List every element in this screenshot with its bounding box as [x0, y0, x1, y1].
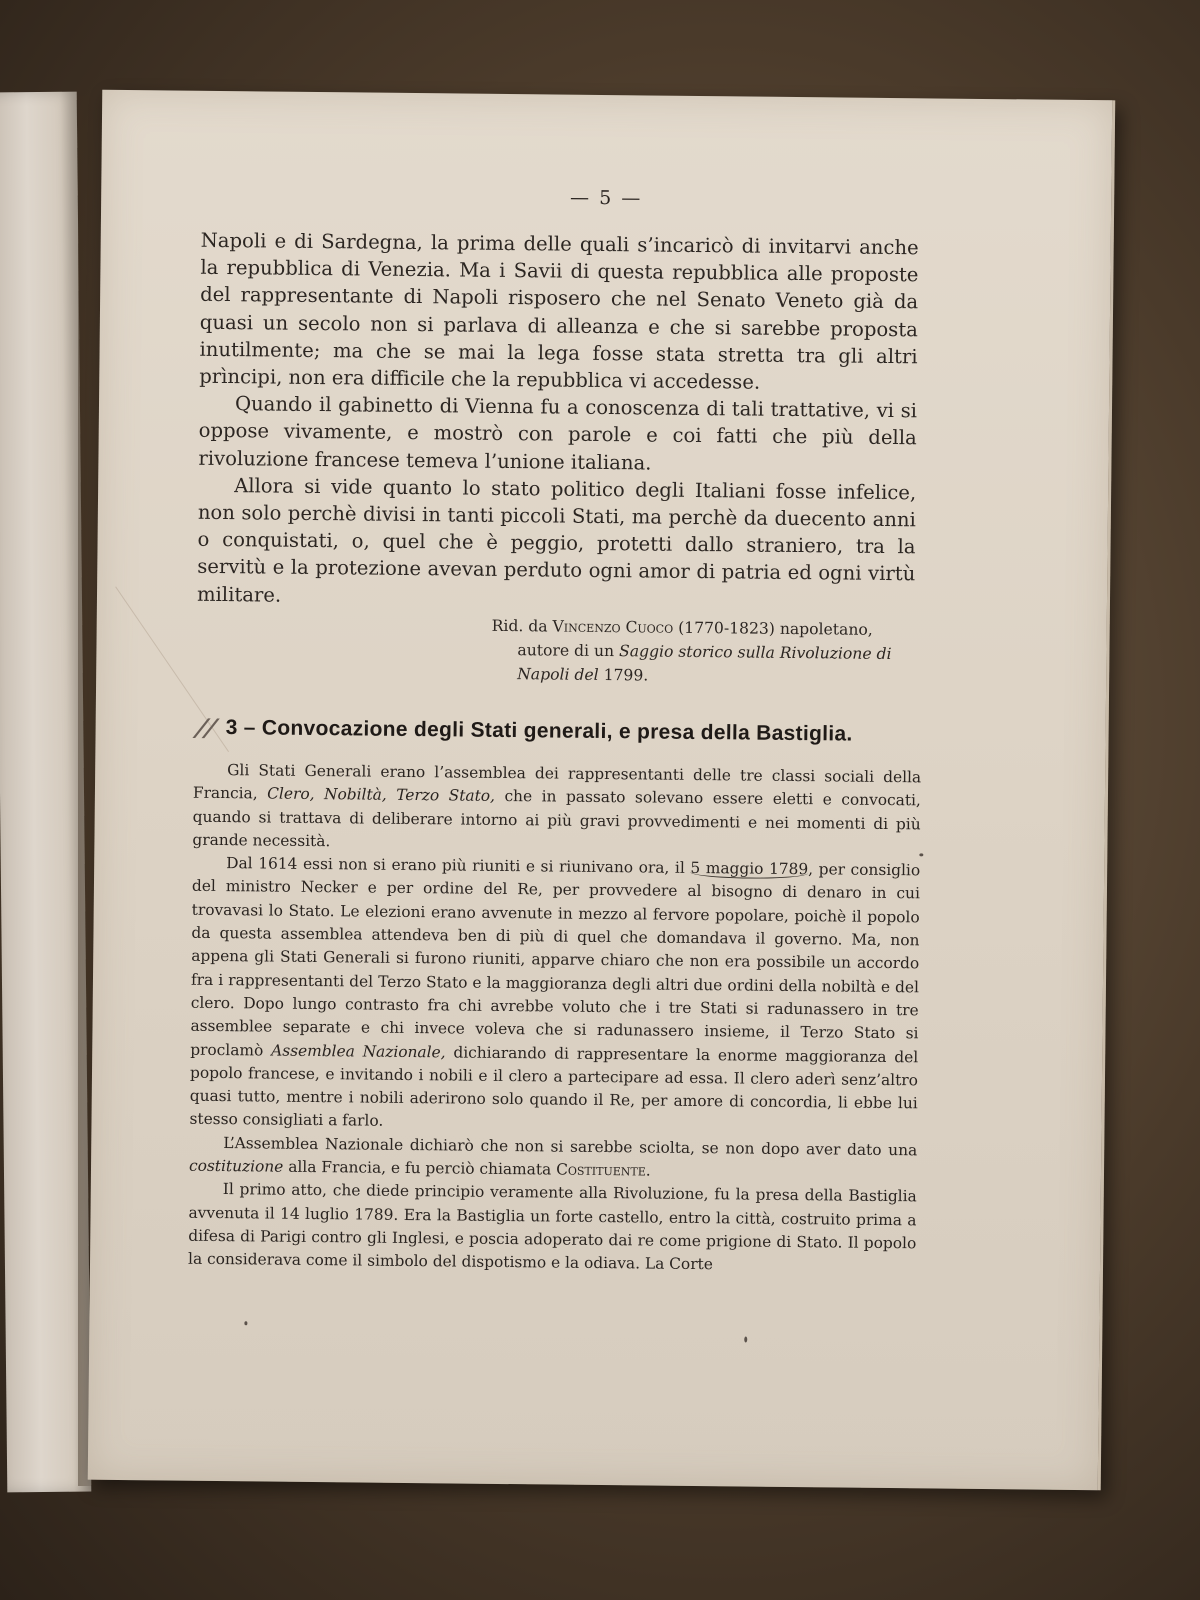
underlined-date: 5 maggio 1789 [690, 859, 809, 879]
work-title: Saggio storico sulla Rivoluzione di [618, 642, 892, 664]
text-run: alla Francia, e fu perciò chiamata [288, 1157, 552, 1179]
section-heading [193, 713, 926, 747]
paragraph: Il primo atto, che diede principio veramente alla Rivoluzione, fu la presa della Bastiglia avvenuta il 14 luglio 1789. Era la Bastiglia un forte castello, entro la città, costruito prima a difesa di Parigi contro gli Inglesi, e poscia adoperato dai re come prigione di Stato. Il popolo la considerava come il simbolo del dispotismo e la odiava. La Corte [187, 1180, 917, 1274]
lower-text-block [188, 759, 921, 1279]
italic-term: Terzo Stato, [396, 786, 496, 806]
small-caps-term: Costituente. [556, 1160, 651, 1180]
attribution-line-3 [491, 662, 916, 690]
upper-text-block [197, 227, 919, 615]
ink-speck [919, 853, 923, 856]
italic-term: Assemblea Nazionale, [271, 1041, 446, 1061]
paragraph [189, 1131, 917, 1185]
section-title: 3 – Convocazione degli Stati generali, e presa della Bastiglia. [225, 716, 853, 746]
text-run: Gli Stati Generali erano l’assemblea dei rappresentanti delle tre classi sociali della Francia, [192, 761, 922, 803]
text-run: dichiarando di rappresentare la enorme maggioranza del popolo francese, e invitando i nobili e il clero a partecipare ad essa. Il clero aderì senz’altro quasi tutto, mentre i nobili aderirono solo quando il Re, per amore di concordia, li ebbe lui stesso consigliati a farlo. [189, 1043, 919, 1131]
text-run: che in passato solevano essere eletti e convocati, quando si trattava di deliberare intorno ai più gravi provvedimenti e nei momenti di più grande necessità. [192, 787, 921, 851]
italic-term: costituzione [188, 1156, 284, 1176]
paragraph: Napoli e di Sardegna, la prima delle quali s’incaricò di invitarvi anche la repubblica di Venezia. Ma i Savii di questa repubblica alle proposte del rappresentante di Napoli risposero che nel Senato Veneto già da quasi un secolo non si parlava di alleanza e che si sarebbe proposta inutilmente; ma che se mai la lega fosse stata stretta tra gli altri prìncipi, non era difficile che la repubblica vi accedesse. [199, 228, 919, 394]
author-name: Vincenzo Cuoco [552, 617, 674, 637]
handwritten-marks: // [193, 713, 220, 742]
text-run: , per consiglio del ministro Necker e per ordine del Re, per provvedere al bisogno di denaro in cui trovavasi lo Stato. Le elezioni erano avvenute in mezzo al fervore popolare, poichè il popolo da questa assemblea attendeva ben di più di quel che domandava il governo. Ma, non appena gli Stati Generali si furono riuniti, apparve chiaro che non era possibile un accordo fra i rappresentanti del Terzo Stato e la maggioranza degli altri due ordini della nobiltà e del clero. Dopo lungo contrasto fra chi avrebbe voluto che i tre Stati si radunassero in tre assemblee separate e chi invece voleva che si radunassero insieme, il Terzo Stato si proclamò [190, 860, 921, 1060]
paragraph [192, 759, 921, 860]
work-title-cont: Napoli del [517, 665, 599, 684]
attribution-prefix: Rid. da [491, 616, 548, 636]
paragraph: Quando il gabinetto di Vienna fu a conoscenza di tali trattative, vi si oppose vivamente, e mostrò con parole e coi fatti che più della rivoluzione francese temeva l’unione italiana. [198, 392, 918, 475]
text-run: Dal 1614 essi non si erano più riuniti e si riunivano ora, il [226, 854, 685, 878]
ink-speck [744, 1337, 747, 1343]
author-dates: (1770-1823) napoletano, [678, 618, 873, 639]
attribution-line2-prefix: autore di un [517, 641, 615, 661]
book-page [88, 90, 1116, 1491]
italic-term: Clero, [267, 784, 315, 804]
paragraph [189, 852, 920, 1139]
text-run: L’Assemblea Nazionale dichiarò che non si sarebbe sciolta, se non dopo aver dato una [223, 1133, 918, 1160]
work-year: 1799. [603, 666, 649, 685]
paragraph: Allora si vide quanto lo stato politico degli Italiani fosse infelice, non solo perchè divisi in tanti piccoli Stati, ma perchè da duecento anni o conquistati, o, quel che è peggio, protetti dallo straniero, tra la servitù e la protezione avevan perduto ogni amor di patria ed ogni virtù militare. [196, 473, 917, 607]
page-number: — 5 — [569, 186, 643, 210]
ink-speck [244, 1321, 247, 1325]
italic-term: Nobiltà, [323, 785, 387, 805]
attribution [491, 614, 917, 690]
